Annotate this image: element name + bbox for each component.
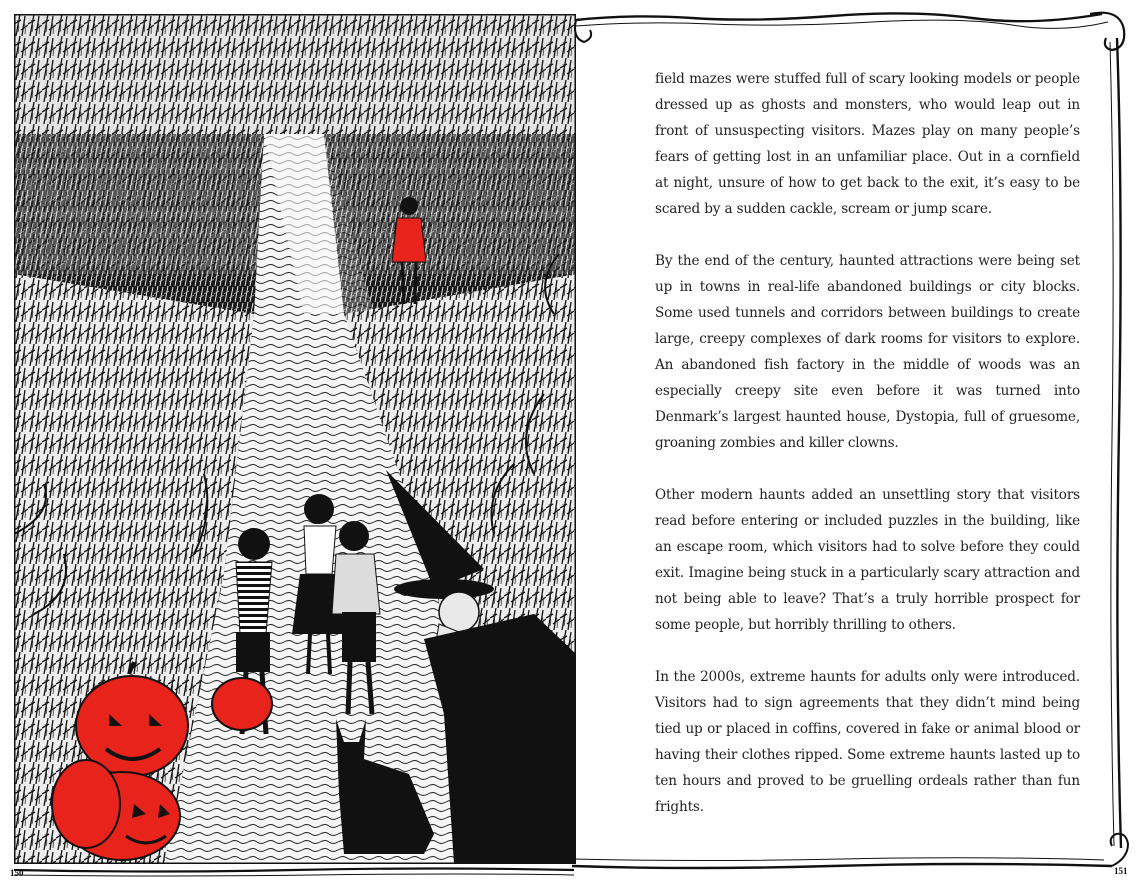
paragraph-3: Other modern haunts added an unsettling story that visitors read before entering or included puzzles in the building, like an escape room, which visitors had to solve before they could exit. Imagine being stuck in a particularly scary attraction and not being able to leave? That’s a truly horrible prospect for some people, but horribly thrilling to others.	[655, 487, 1080, 633]
left-bottom-border	[14, 864, 574, 878]
page-number-right: 151	[1114, 866, 1128, 876]
cornfield-maze-illustration	[14, 14, 576, 864]
body-text-column	[655, 66, 1080, 846]
paragraph-2: By the end of the century, haunted attractions were being set up in towns in real-life abandoned buildings or city blocks. Some used tunnels and corridors between buildings to create large, creepy complexes of dark rooms for visitors to explore. An abandoned fish factory in the middle of woods was an especially creepy site even before it was turned into Denmark’s largest haunted house, Dystopia, full of gruesome, groaning zombies and killer clowns.	[655, 253, 1080, 451]
paragraph-1: field mazes were stuffed full of scary looking models or people dressed up as ghosts and monsters, who would leap out in front of unsuspecting visitors. Mazes play on many people’s fears of getting lost in an unfamiliar place. Out in a cornfield at night, unsure of how to get back to the exit, it’s easy to be scared by a sudden cackle, scream or jump scare.	[655, 71, 1080, 217]
page-number-left: 150	[10, 868, 24, 878]
paragraph-4: In the 2000s, extreme haunts for adults only were introduced. Visitors had to sign agreements that they didn’t mind being tied up or placed in coffins, covered in fake or animal blood or having their clothes ripped. Some extreme haunts lasted up to ten hours and proved to be gruelling ordeals rather than fun frights.	[655, 669, 1080, 815]
illustration-canvas	[14, 14, 576, 864]
